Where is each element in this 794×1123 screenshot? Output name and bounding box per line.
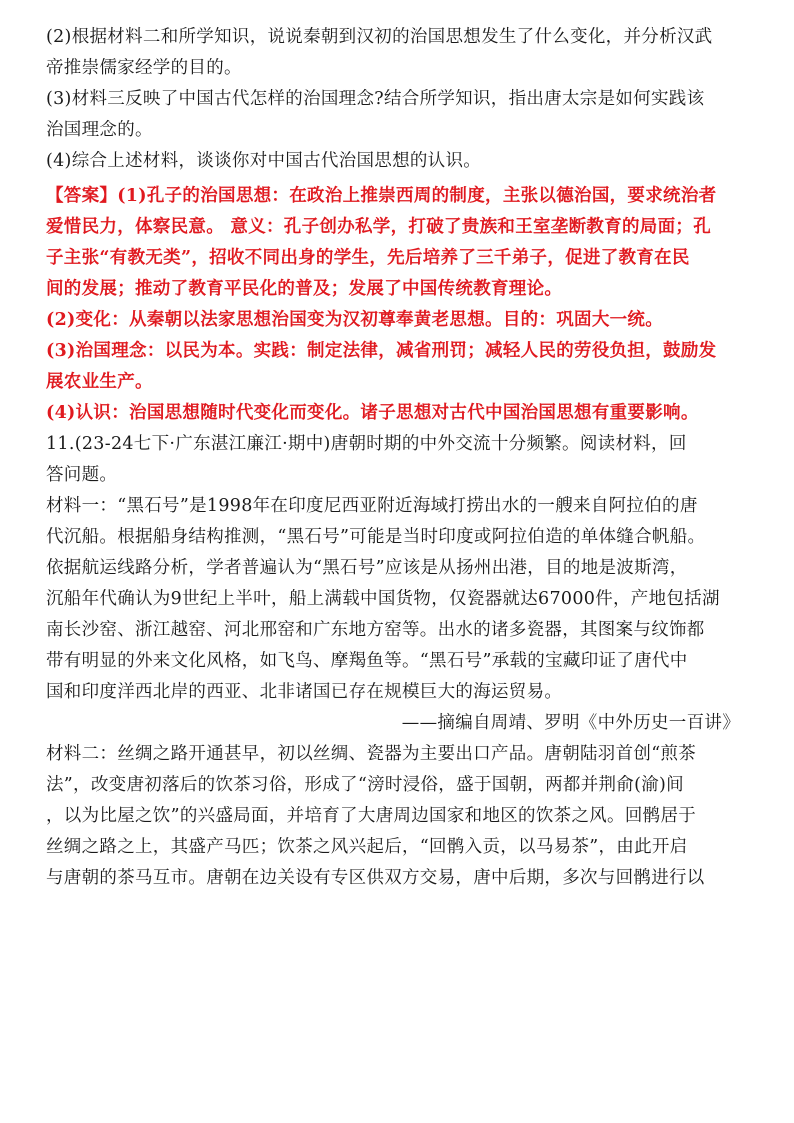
material-1-line-4: 沉船年代确认为9世纪上半叶，船上满载中国货物，仅瓷器就达67000件，产地包括湖 — [46, 589, 720, 609]
material-1-line-6: 带有明显的外来文化风格，如飞鸟、摩羯鱼等。“黑石号”承载的宝藏印证了唐代中 — [46, 651, 688, 671]
answer-4-line-1: (4)认识：治国思想随时代变化而变化。诸子思想对古代中国治国思想有重要影响。 — [46, 403, 699, 423]
question-11-line-1: 11.(23-24七下·广东湛江廉江·期中)唐朝时期的中外交流十分频繁。阅读材料，回 — [46, 434, 687, 454]
material-2-section — [46, 739, 750, 894]
answer-3-line-2: 展农业生产。 — [46, 372, 153, 392]
material-1-line-7: 国和印度洋西北岸的西亚、北非诸国已存在规模巨大的海运贸易。 — [46, 682, 563, 702]
material-1-line-3: 依据航运线路分析，学者普遍认为“黑石号”应该是从扬州出港，目的地是波斯湾， — [46, 558, 688, 578]
answer-section — [46, 181, 750, 429]
material-1-section — [46, 491, 750, 739]
answer-1-line-2: 爱惜民力，体察民意。 意义：孔子创办私学，打破了贵族和王室垄断教育的局面；孔 — [46, 217, 711, 237]
answer-1-line-3: 子主张“有教无类”，招收不同出身的学生，先后培养了三千弟子，促进了教育在民 — [46, 248, 690, 268]
question-11-line-2: 答问题。 — [46, 465, 118, 485]
material-1-line-1: 材料一：“黑石号”是1998年在印度尼西亚附近海域打捞出水的一艘来自阿拉伯的唐 — [46, 496, 698, 516]
material-2-line-2: 法”，改变唐初落后的饮茶习俗，形成了“滂时浸俗，盛于国朝，两都并荆俞(渝)间 — [46, 775, 684, 795]
answer-3-line-1: (3)治国理念：以民为本。实践：制定法律，减省刑罚；减轻人民的劳役负担，鼓励发 — [46, 341, 717, 361]
question-4-line-1: (4)综合上述材料，谈谈你对中国古代治国思想的认识。 — [46, 151, 482, 171]
question-3-line-2: 治国理念的。 — [46, 120, 153, 140]
answer-1-line-1: 【答案】(1)孔子的治国思想：在政治上推崇西周的制度，主张以德治国，要求统治者 — [46, 186, 717, 206]
answer-1-line-4: 间的发展；推动了教育平民化的普及；发展了中国传统教育理论。 — [46, 279, 563, 299]
material-1-source: ——摘编自周靖、罗明《中外历史一百讲》 — [401, 713, 740, 733]
material-2-line-3: ，以为比屋之饮”的兴盛局面，并培育了大唐周边国家和地区的饮茶之风。回鹘居于 — [46, 806, 697, 826]
question-2-line-1: (2)根据材料二和所学知识，说说秦朝到汉初的治国思想发生了什么变化，并分析汉武 — [46, 27, 713, 47]
answer-2-line-1: (2)变化：从秦朝以法家思想治国变为汉初尊奉黄老思想。目的：巩固大一统。 — [46, 310, 664, 330]
question-11-section — [46, 429, 750, 491]
question-section — [46, 22, 750, 177]
question-3-line-1: (3)材料三反映了中国古代怎样的治国理念?结合所学知识，指出唐太宗是如何实践该 — [46, 89, 705, 109]
material-1-line-5: 南长沙窑、浙江越窑、河北邢窑和广东地方窑等。出水的诸多瓷器，其图案与纹饰都 — [46, 620, 705, 640]
material-1-line-2: 代沉船。根据船身结构推测，“黑石号”可能是当时印度或阿拉伯造的单体缝合帆船。 — [46, 527, 706, 547]
material-2-line-5: 与唐朝的茶马互市。唐朝在边关设有专区供双方交易，唐中后期，多次与回鹘进行以 — [46, 868, 705, 888]
material-2-line-4: 丝绸之路之上，其盛产马匹；饮茶之风兴起后，“回鹘入贡，以马易茶”，由此开启 — [46, 837, 688, 857]
material-2-line-1: 材料二：丝绸之路开通甚早，初以丝绸、瓷器为主要出口产品。唐朝陆羽首创“煎茶 — [46, 744, 697, 764]
question-2-line-2: 帝推崇儒家经学的目的。 — [46, 58, 242, 78]
